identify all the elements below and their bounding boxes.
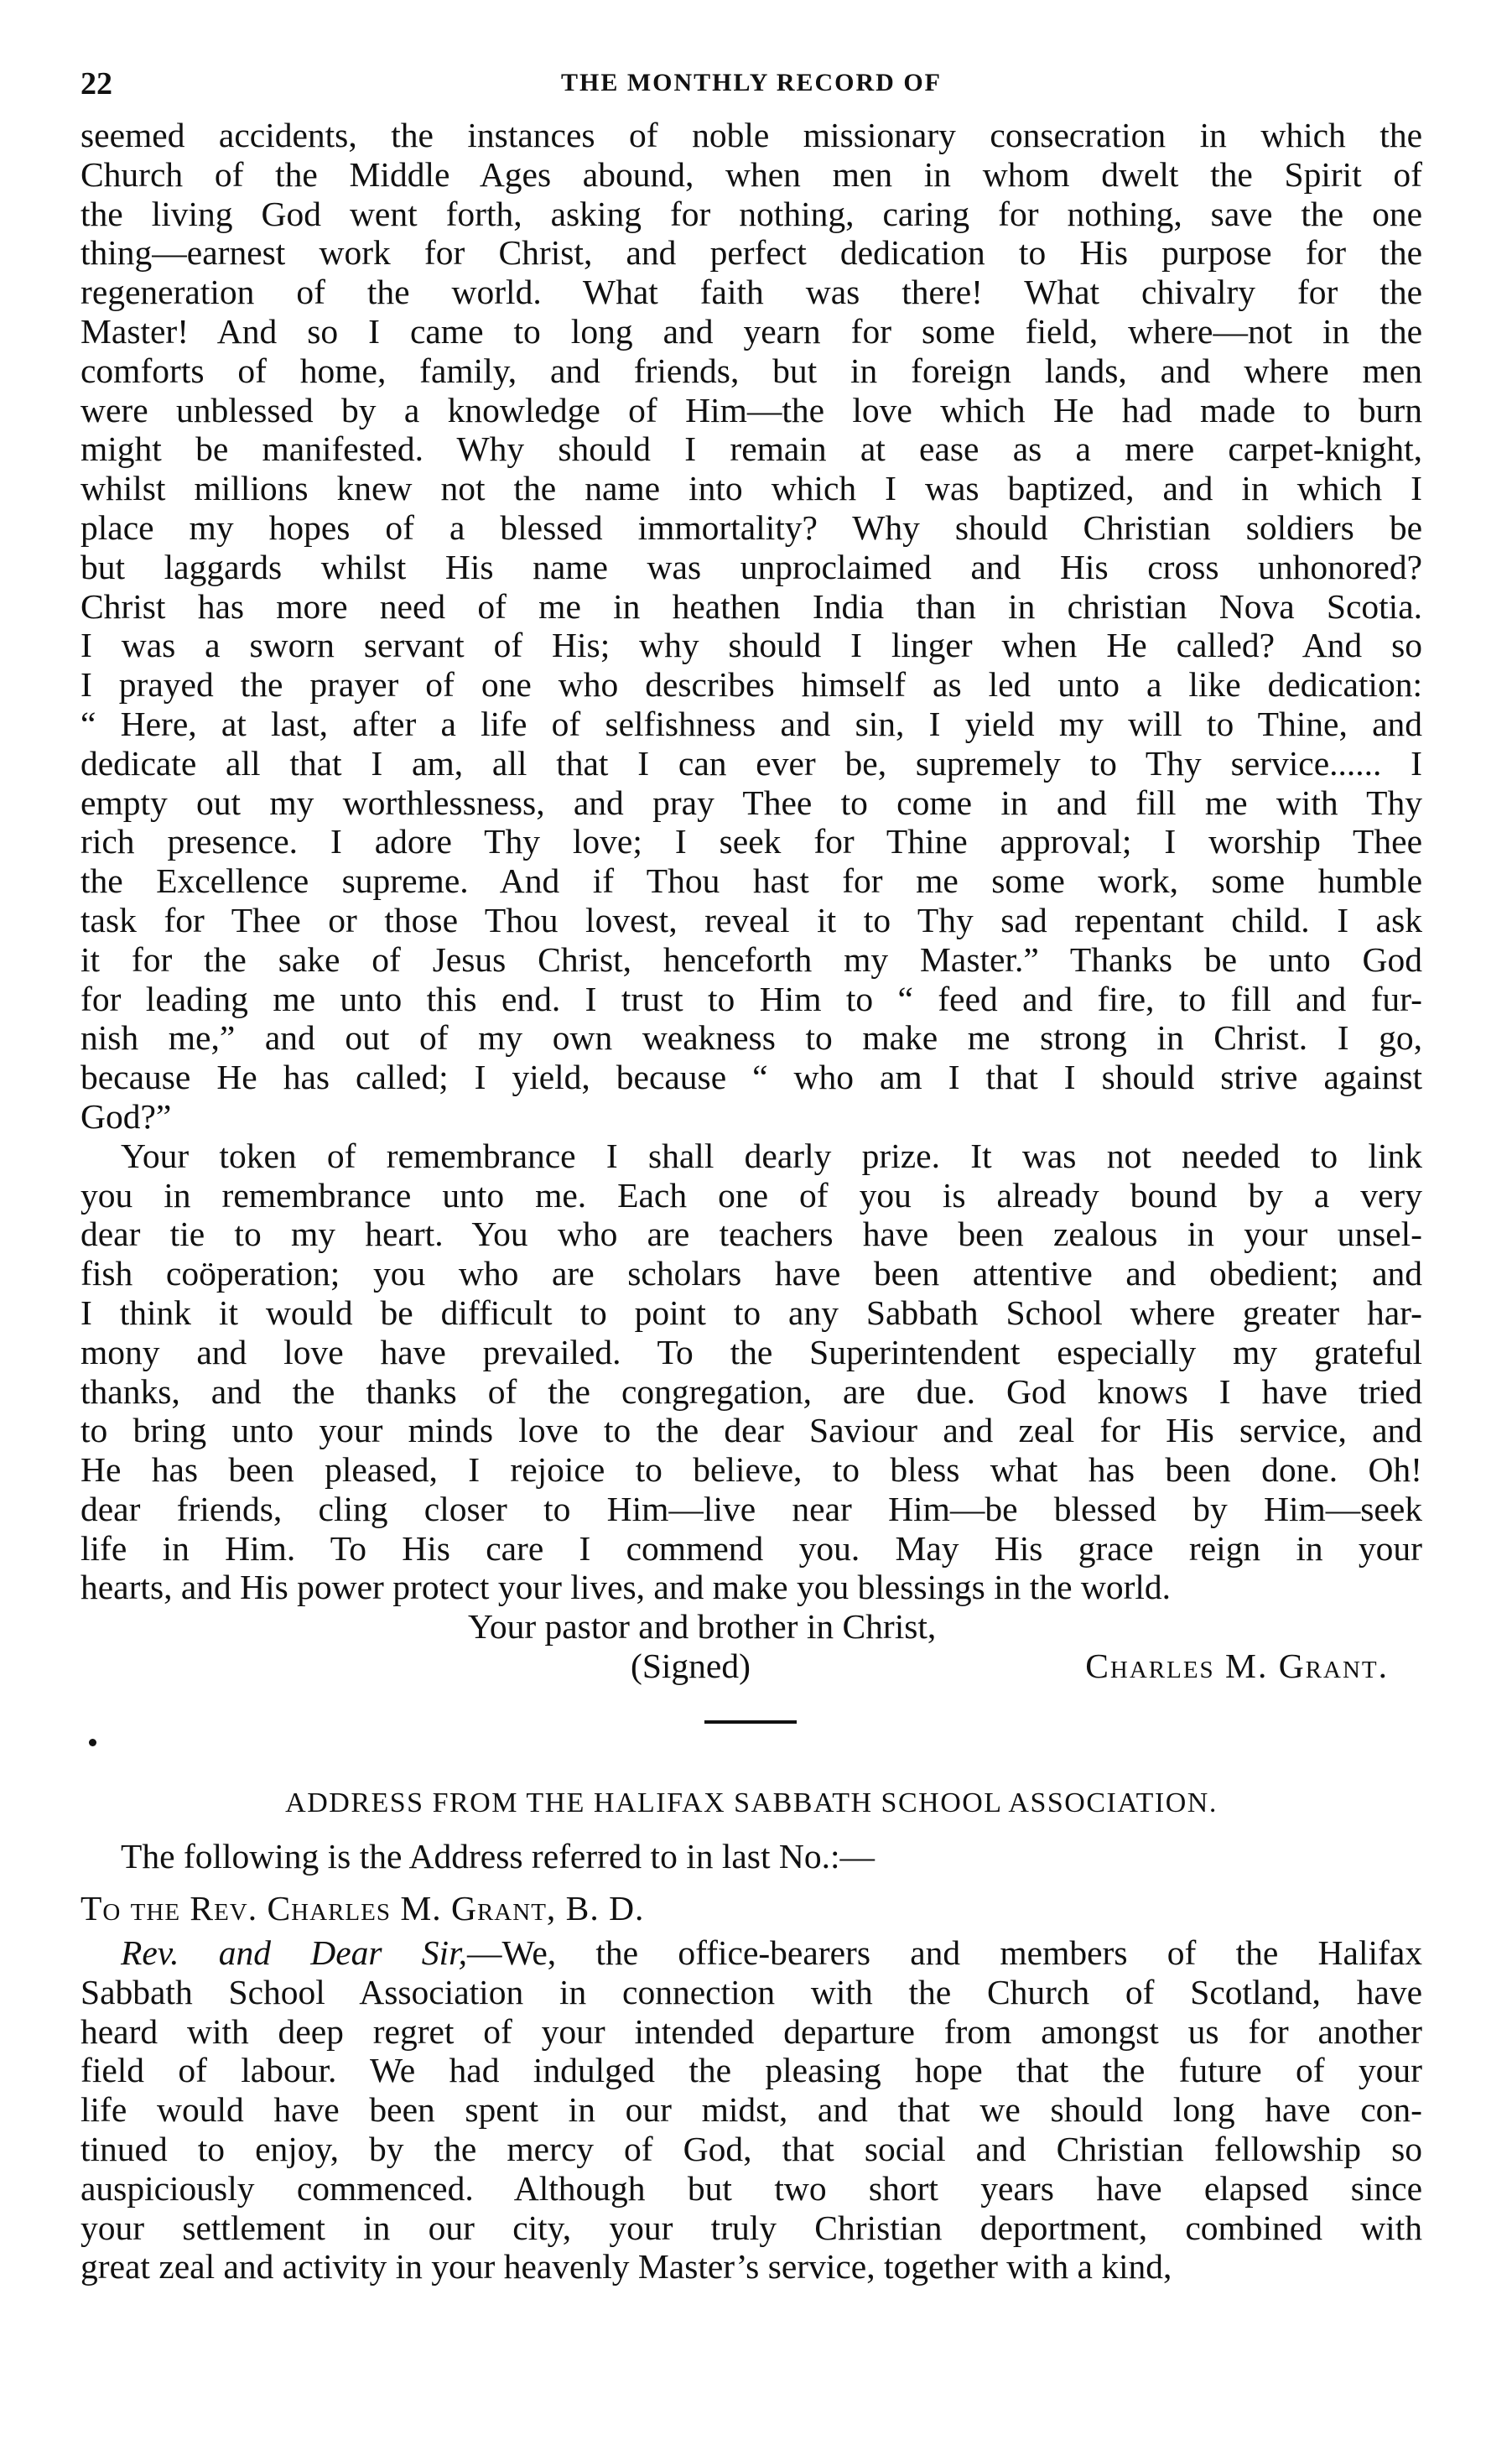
text-line: thanks, and the thanks of the congregation, are due. God knows I have tried	[81, 1371, 1422, 1411]
text-line: I think it would be difficult to point to any Sabbath School where greater har-	[81, 1293, 1422, 1332]
text-line: Your token of remembrance I shall dearly prize. It was not needed to link	[121, 1136, 1422, 1175]
address-to-line: To the Rev. Charles M. Grant, B. D.	[81, 1889, 645, 1928]
text-line: tinued to enjoy, by the mercy of God, that social and Christian fellowship so	[81, 2130, 1422, 2169]
text-line: hearts, and His power protect your lives, and make you blessings in the world.	[81, 1568, 1172, 1607]
text-line: I was a sworn servant of His; why should I linger when He called? And so	[81, 626, 1422, 665]
text-line: He has been pleased, I rejoice to believe, to bless what has been done. Oh!	[81, 1450, 1422, 1490]
text-line: mony and love have prevailed. To the Superintendent especially my grateful	[81, 1332, 1422, 1371]
text-line: Christ has more need of me in heathen India than in christian Nova Scotia.	[81, 586, 1422, 626]
text-line: the Excellence supreme. And if Thou hast for me some work, some humble	[81, 861, 1422, 901]
text-line: to bring unto your minds love to the dear Saviour and zeal for His service, and	[81, 1411, 1422, 1450]
text-line: I prayed the prayer of one who describes himself as led unto a like dedication:	[81, 665, 1422, 705]
text-line: heard with deep regret of your intended departure from amongst us for another	[81, 2011, 1422, 2051]
text-line	[81, 1933, 1422, 1973]
text-line: life in Him. To His care I commend you. May His grace reign in your	[81, 1528, 1422, 1568]
text-line: dear tie to my heart. You who are teachers have been zealous in your unsel-	[81, 1215, 1422, 1254]
text-line: thing—earnest work for Christ, and perfect dedication to His purpose for the	[81, 233, 1422, 273]
horizontal-rule	[704, 1720, 797, 1724]
text-line: fish coöperation; you who are scholars have been attentive and obedient; and	[81, 1254, 1422, 1293]
text-line: God?”	[81, 1096, 172, 1136]
text-line: “ Here, at last, after a life of selfishness and sin, I yield my will to Thine, and	[81, 704, 1422, 743]
text-line: dedicate all that I am, all that I can ever be, supremely to Thy service...... I	[81, 743, 1422, 783]
text-line: nish me,” and out of my own weakness to make me strong in Christ. I go,	[81, 1018, 1422, 1058]
text-line: but laggards whilst His name was unproclaimed and His cross unhonored?	[81, 547, 1422, 586]
text-line: place my hopes of a blessed immortality? Why should Christian soldiers be	[81, 507, 1422, 547]
text-line: might be manifested. Why should I remain at ease as a mere carpet-knight,	[81, 429, 1422, 469]
intro-line: The following is the Address referred to in last No.:—	[121, 1837, 875, 1876]
text-line: you in remembrance unto me. Each one of you is already bound by a very	[81, 1175, 1422, 1215]
text-line: comforts of home, family, and friends, but in foreign lands, and where men	[81, 351, 1422, 390]
text-line: Master! And so I came to long and yearn for some field, where—not in the	[81, 311, 1422, 351]
text-line: life would have been spent in our midst, and that we should long have con-	[81, 2090, 1422, 2130]
text-line: field of labour. We had indulged the pleasing hope that the future of your	[81, 2051, 1422, 2090]
text-line: because He has called; I yield, because “ who am I that I should strive against	[81, 1058, 1422, 1097]
text-line: rich presence. I adore Thy love; I seek for Thine approval; I worship Thee	[81, 822, 1422, 861]
text-line: regeneration of the world. What faith was there! What chivalry for the	[81, 273, 1422, 312]
text-line: task for Thee or those Thou lovest, reveal it to Thy sad repentant child. I ask	[81, 900, 1422, 939]
section-divider	[81, 1690, 1422, 1782]
text-line: empty out my worthlessness, and pray Thee to come in and fill me with Thy	[81, 783, 1422, 822]
signed-label: (Signed)	[631, 1647, 751, 1686]
running-head: THE MONTHLY RECORD OF	[561, 69, 942, 96]
closing-line: Your pastor and brother in Christ,	[468, 1607, 937, 1647]
signer-name: Charles M. Grant.	[1085, 1647, 1389, 1686]
salutation: Rev. and Dear Sir,	[121, 1933, 467, 1973]
bullet-mark	[89, 1739, 96, 1746]
text-span: —We, the office-bearers and members of the Halifax	[467, 1933, 1422, 1973]
text-line: it for the sake of Jesus Christ, henceforth my Master.” Thanks be unto God	[81, 939, 1422, 979]
section-title: ADDRESS FROM THE HALIFAX SABBATH SCHOOL ASSOCIATION.	[285, 1787, 1218, 1819]
text-line: your settlement in our city, your truly Christian deportment, combined with	[81, 2208, 1422, 2247]
text-line: were unblessed by a knowledge of Him—the love which He had made to burn	[81, 390, 1422, 429]
text-line: great zeal and activity in your heavenly Master’s service, together with a kind,	[81, 2247, 1172, 2287]
text-line: dear friends, cling closer to Him—live near Him—be blessed by Him—seek	[81, 1489, 1422, 1528]
page	[81, 65, 1422, 2287]
text-line: Church of the Middle Ages abound, when men in whom dwelt the Spirit of	[81, 154, 1422, 194]
text-line: the living God went forth, asking for nothing, caring for nothing, save the one	[81, 194, 1422, 233]
text-line: seemed accidents, the instances of noble missionary consecration in which the	[81, 116, 1422, 154]
text-line: Sabbath School Association in connection with the Church of Scotland, have	[81, 1972, 1422, 2011]
text-line: whilst millions knew not the name into which I was baptized, and in which I	[81, 469, 1422, 508]
text-line: for leading me unto this end. I trust to Him to “ feed and fire, to fill and fur-	[81, 979, 1422, 1018]
signature-row	[81, 1647, 1422, 1690]
page-number: 22	[81, 66, 112, 101]
letter-paragraph-2	[81, 1137, 1422, 1608]
address-paragraph	[81, 1933, 1422, 2287]
page-header	[81, 65, 1422, 116]
text-line: auspiciously commenced. Although but two short years have elapsed since	[81, 2168, 1422, 2208]
letter-paragraph-1	[81, 116, 1422, 1137]
